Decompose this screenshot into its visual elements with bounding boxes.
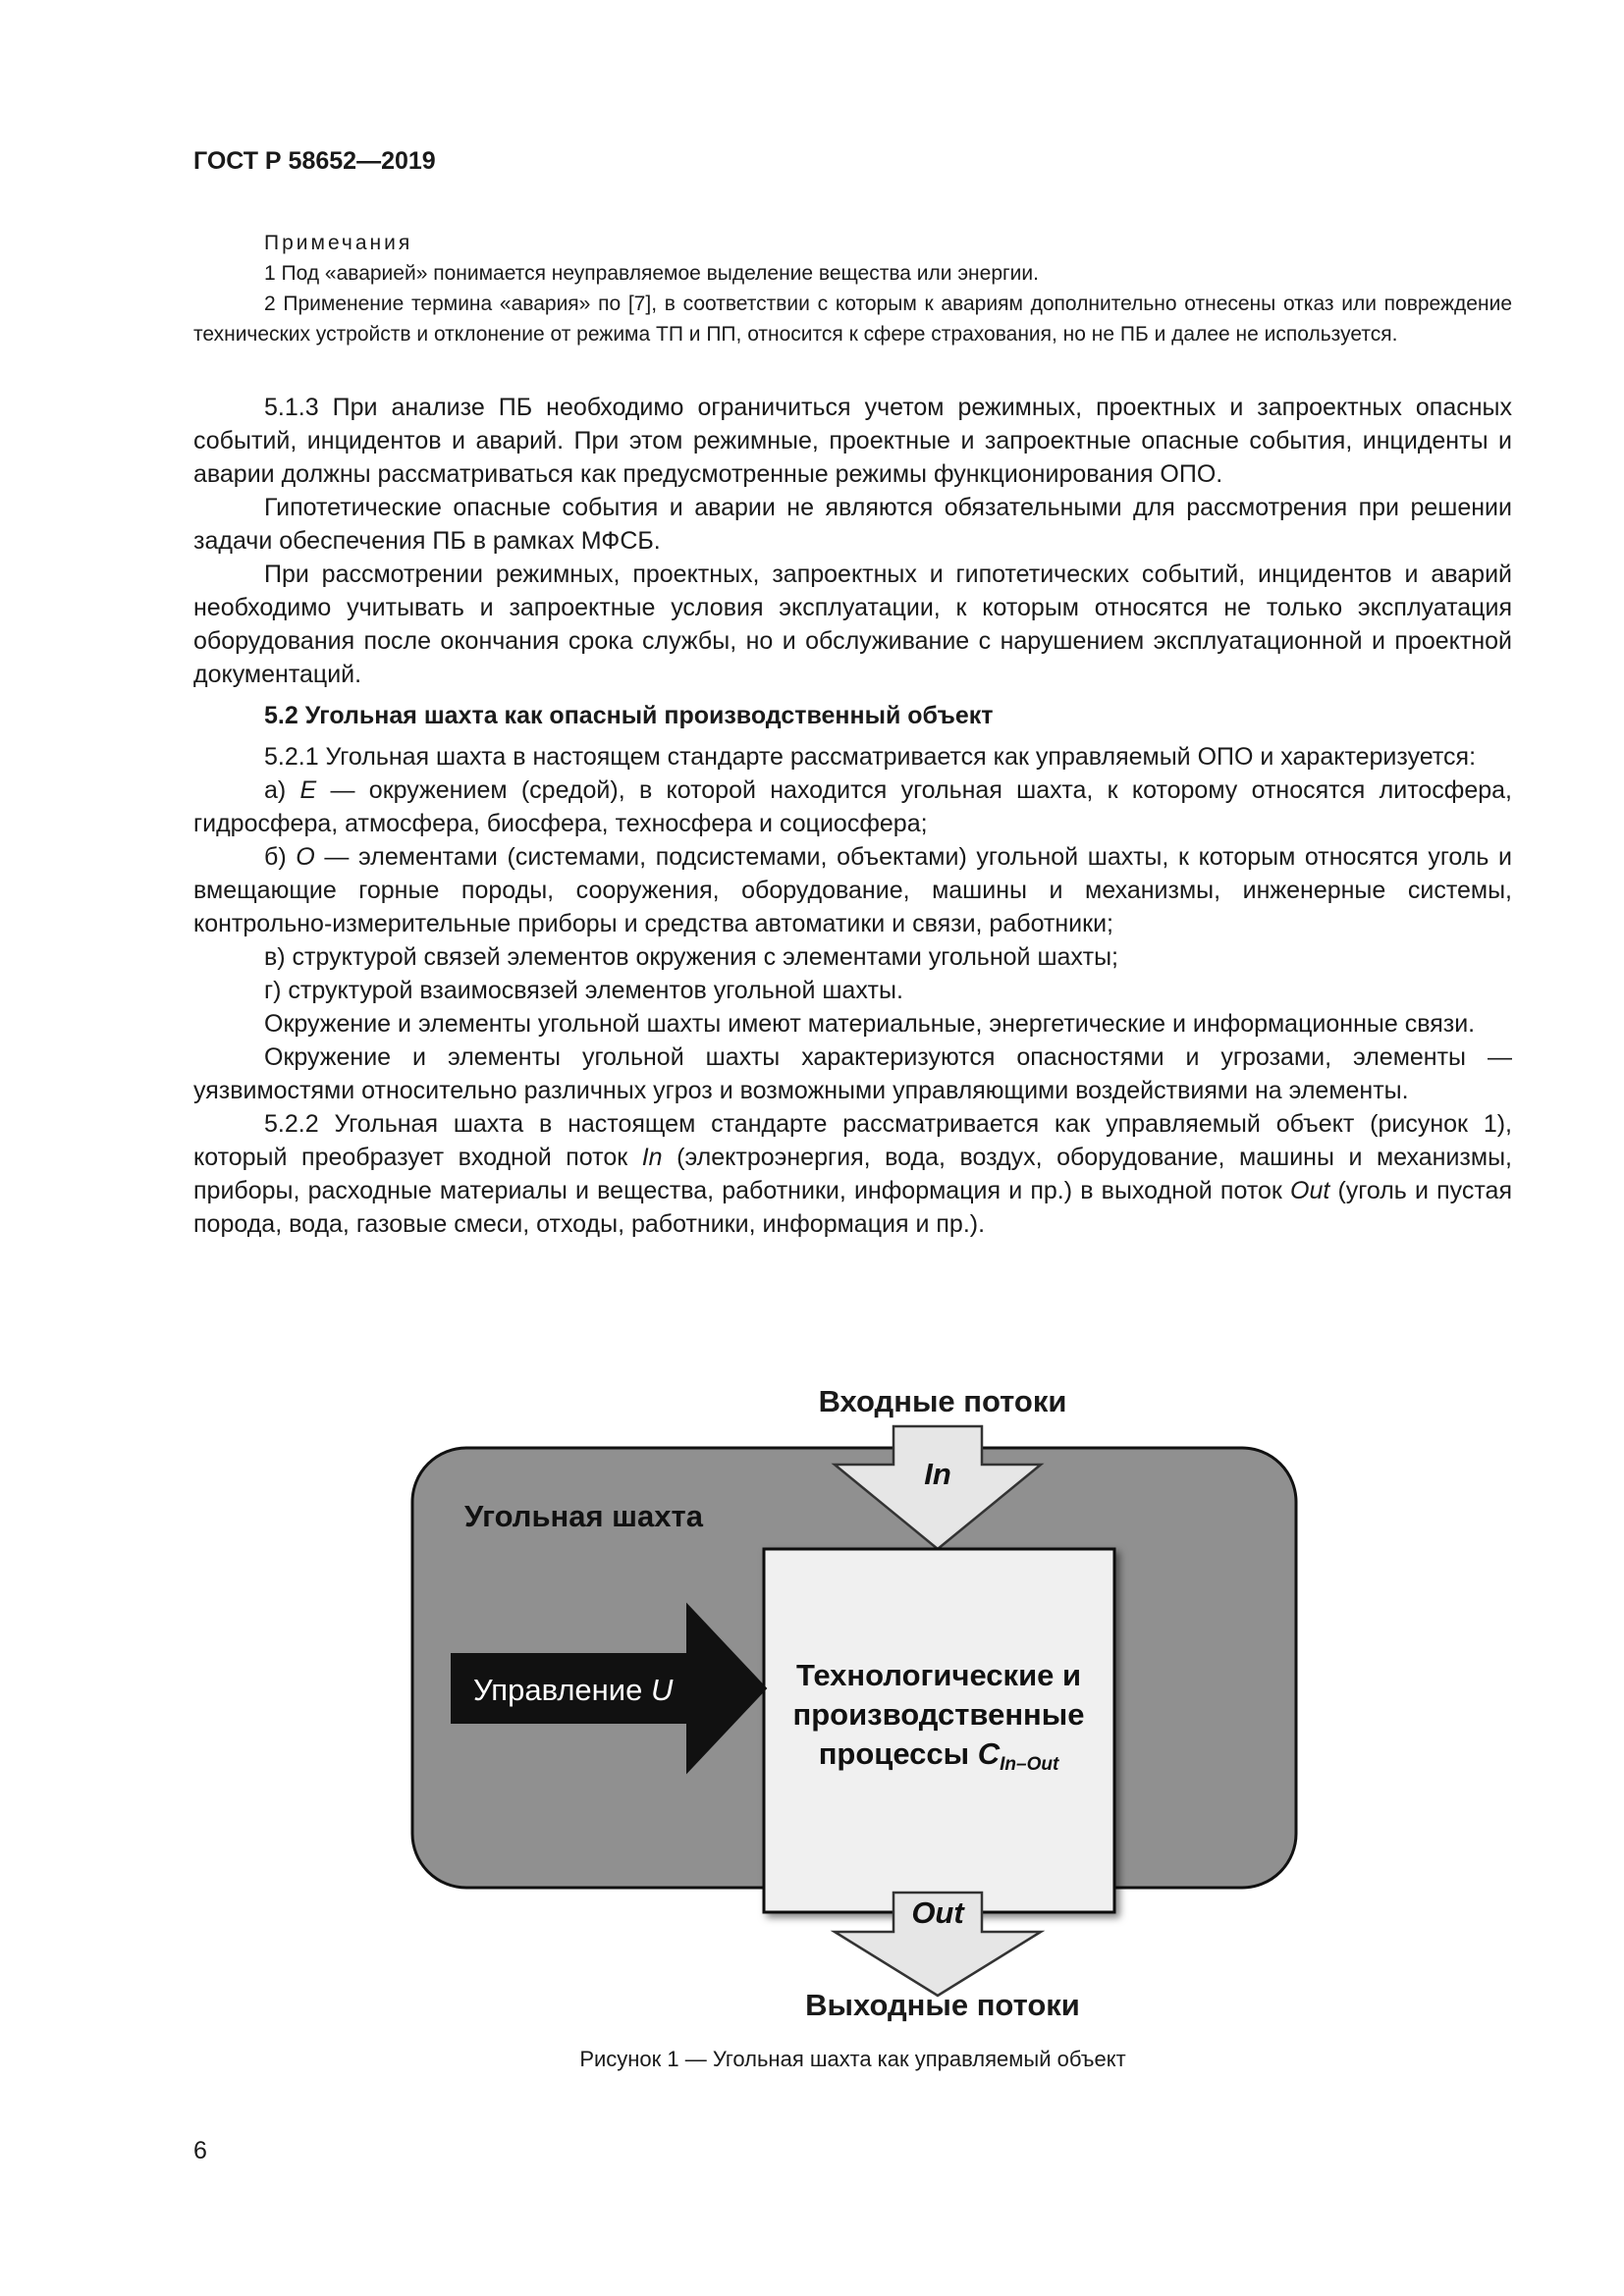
control-label: Управление U [473, 1673, 674, 1707]
symbol-e: Е [299, 776, 317, 804]
main-text [193, 391, 1512, 1241]
list-item-v: в) структурой связей элементов окружения с элементами угольной шахты; [264, 943, 1118, 971]
process-line-3: процессы CIn–Out [818, 1736, 1059, 1775]
paragraph-5-2-2: 5.2.2 Угольная шахта в настоящем стандарте рассматривается как управляемый объект (рисунок 1), который преобразует входной поток In (электроэнергия, вода, воздух, оборудование, машины и механизмы, приборы, расходные материалы и вещества, работники, информация и пр.) в выходной поток Out (уголь и пустая порода, вода, газовые смеси, отходы, работники, информация и пр.). [193, 1110, 1513, 1238]
output-flows-title: Выходные потоки [805, 1988, 1080, 2022]
paragraph-hypothetical: Гипотетические опасные события и аварии не являются обязательными для рассмотрения при решении задачи обеспечения ПБ в рамках МФСБ. [193, 494, 1512, 555]
mine-diagram [388, 1423, 1321, 2002]
paragraph-5-2-1: 5.2.1 Угольная шахта в настоящем стандарте рассматривается как управляемый ОПО и характеризуется: [264, 743, 1477, 771]
list-item-g: г) структурой взаимосвязей элементов угольной шахты. [264, 977, 903, 1004]
list-item-b: б) О — элементами (системами, подсистемами, объектами) угольной шахты, к которым относятся уголь и вмещающие горные породы, сооружения, оборудование, машины и механизмы, инженерные системы, контрольно-измерительные приборы и средства автоматики и связи, работники; [193, 843, 1512, 937]
list-item-a: а) Е — окружением (средой), в которой находится угольная шахта, к которому относятся литосфера, гидросфера, атмосфера, биосфера, техносфера и социосфера; [193, 776, 1512, 837]
symbol-in: In [641, 1144, 663, 1171]
input-flows-title: Входные потоки [818, 1384, 1067, 1418]
paragraph-conditions: При рассмотрении режимных, проектных, запроектных и гипотетических событий, инцидентов и аварий необходимо учитывать и запроектные условия эксплуатации, к которым относятся не только эксплуатация оборудования после окончания срока службы, но и обслуживание с нарушением эксплуатационной и проектной документаций. [193, 561, 1512, 688]
out-label: Out [911, 1896, 964, 1930]
in-label: In [924, 1457, 951, 1491]
paragraph-environment-2: Окружение и элементы угольной шахты характеризуются опасностями и угрозами, элементы — уязвимостями относительно различных угроз и возможными управляющими воздействиями на элементы. [193, 1043, 1512, 1104]
section-heading-5-2: 5.2 Угольная шахта как опасный производственный объект [264, 702, 994, 729]
paragraph-5-1-3: 5.1.3 При анализе ПБ необходимо ограничиться учетом режимных, проектных и запроектных опасных событий, инцидентов и аварий. При этом режимные, проектные и запроектные опасные события, инциденты и аварии должны рассматриваться как предусмотренные режимы функционирования ОПО. [193, 394, 1512, 488]
process-line-1: Технологические и [795, 1658, 1082, 1692]
process-line-2: производственные [792, 1697, 1085, 1732]
symbol-o: О [296, 843, 315, 871]
paragraph-environment-1: Окружение и элементы угольной шахты имеют материальные, энергетические и информационные связи. [264, 1010, 1476, 1038]
note-1: 1 Под «аварией» понимается неуправляемое выделение вещества или энергии. [264, 262, 1039, 285]
note-2: 2 Применение термина «авария» по [7], в соответствии с которым к авариям дополнительно отнесены отказ или повреждение технических устройств и отклонение от режима ТП и ПП, относится к сфере страхования, но не ПБ и далее не используется. [193, 293, 1512, 346]
document-header: ГОСТ Р 58652—2019 [193, 147, 436, 175]
page-number: 6 [193, 2137, 207, 2164]
figure-caption: Рисунок 1 — Угольная шахта как управляемый объект [579, 2047, 1126, 2071]
symbol-out: Out [1290, 1177, 1330, 1204]
mine-label: Угольная шахта [464, 1499, 703, 1533]
notes-block [193, 228, 1512, 349]
notes-title: Примечания [264, 232, 413, 254]
